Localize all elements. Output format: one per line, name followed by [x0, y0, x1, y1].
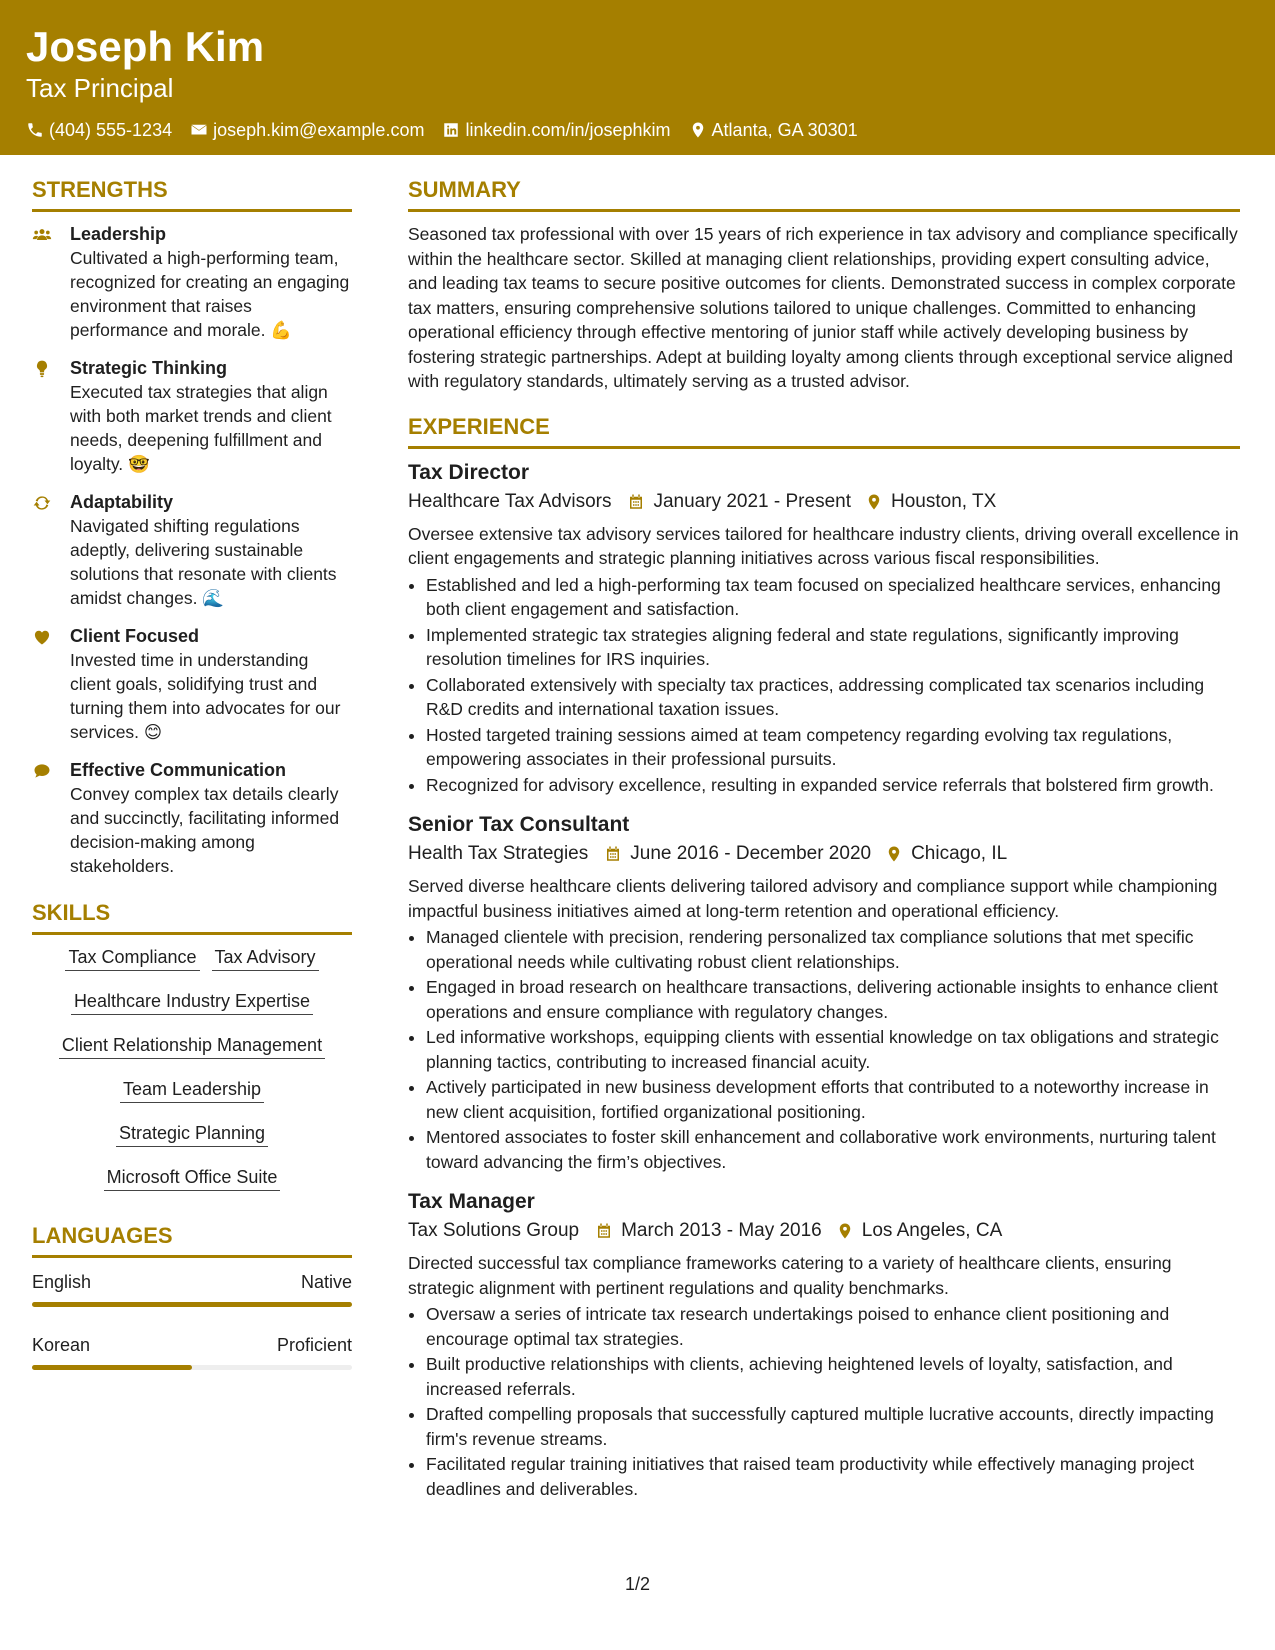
job-bullet: • Recognized for advisory excellence, resulting in expanded service referrals that bolstered firm growth. — [426, 773, 1240, 798]
job-bullet: • Led informative workshops, equipping clients with essential knowledge on tax obligations and strategic planning tactics, contributing to increased financial acuity. — [426, 1025, 1240, 1074]
language-item — [32, 1270, 352, 1307]
skill-tag: Strategic Planning — [116, 1121, 268, 1147]
skills-heading: SKILLS — [32, 898, 352, 935]
job-bullet: • Managed clientele with precision, rendering personalized tax compliance solutions that met specific operational needs while cultivating robust client relationships. — [426, 925, 1240, 974]
job-dates: January 2021 - Present — [653, 490, 851, 512]
phone-text: (404) 555-1234 — [49, 120, 173, 140]
job-description: Oversee extensive tax advisory services tailored for healthcare industry clients, driving overall excellence in client engagements and strategic planning initiatives across various fiscal responsibilities. — [408, 523, 1239, 568]
job-bullets — [408, 573, 1240, 798]
strength-item — [32, 356, 352, 476]
strength-desc: Convey complex tax details clearly and succinctly, facilitating informed decision-making among stakeholders. — [70, 784, 340, 876]
job-title: Tax Manager — [408, 1190, 535, 1213]
job-description: Served diverse healthcare clients delivering tailored advisory and compliance support while championing impactful business initiatives aimed at long-term retention and operational efficiency. — [408, 876, 1218, 921]
job-bullets — [408, 925, 1240, 1174]
job-entry — [408, 811, 1240, 1174]
right-column — [408, 175, 1240, 1515]
job-meta — [408, 840, 1240, 868]
strength-item — [32, 490, 352, 610]
language-level: Proficient — [276, 1335, 352, 1355]
job-bullet: • Oversaw a series of intricate tax research undertakings poised to enhance client positioning and encourage optimal tax strategies. — [426, 1302, 1240, 1351]
language-bar-fill — [32, 1365, 192, 1370]
job-title: Senior Tax Consultant — [408, 813, 630, 836]
skill-tag: Tax Compliance — [65, 945, 199, 971]
job-bullets — [408, 1302, 1240, 1501]
map-marker-icon — [689, 121, 707, 139]
strength-title: Adaptability — [70, 492, 174, 512]
job-bullet: • Mentored associates to foster skill enhancement and collaborative work environments, nurturing talent toward advancing the firm’s objectives. — [426, 1125, 1240, 1174]
calendar-icon — [595, 1222, 613, 1240]
strength-desc: Navigated shifting regulations adeptly, delivering sustainable solutions that resonate with clients amidst changes. 🌊 — [70, 516, 337, 608]
phone-icon — [26, 121, 44, 139]
job-bullet: • Actively participated in new business development efforts that contributed to a noteworthy increase in new client acquisition, fortified organizational positioning. — [426, 1075, 1240, 1124]
strength-desc: Executed tax strategies that align with both market trends and client needs, deepening fulfillment and loyalty. 🤓 — [70, 382, 332, 474]
job-description: Directed successful tax compliance frameworks catering to a variety of healthcare clients, ensuring strategic alignment with pertinent regulations and quality benchmarks. — [408, 1253, 1172, 1298]
experience-list — [408, 459, 1240, 1502]
envelope-icon — [190, 121, 208, 139]
contact-linkedin[interactable] — [442, 118, 670, 142]
job-company: Health Tax Strategies — [408, 843, 589, 864]
job-meta — [408, 1217, 1240, 1245]
heart-icon — [32, 627, 52, 647]
job-meta — [408, 488, 1240, 516]
job-dates: June 2016 - December 2020 — [630, 843, 872, 864]
job-bullet: • Hosted targeted training sessions aimed at team competency regarding evolving tax regulations, empowering associates in their professional pursuits. — [426, 723, 1240, 772]
job-location: Chicago, IL — [911, 843, 1008, 864]
strength-item — [32, 624, 352, 744]
location-text: Atlanta, GA 30301 — [711, 120, 858, 140]
language-bar-fill — [32, 1302, 352, 1307]
skills-list — [32, 945, 352, 1191]
strength-item — [32, 758, 352, 878]
page-number: 1/2 — [624, 1574, 651, 1594]
strength-desc: Cultivated a high-performing team, recognized for creating an engaging environment that raises performance and morale. 💪 — [70, 248, 350, 340]
contact-email[interactable] — [190, 118, 424, 142]
strengths-heading: STRENGTHS — [32, 175, 352, 212]
users-icon — [32, 225, 52, 245]
language-name: Korean — [32, 1335, 91, 1355]
sync-icon — [32, 493, 52, 513]
language-name: English — [32, 1272, 92, 1292]
job-location: Houston, TX — [891, 490, 997, 512]
job-location: Los Angeles, CA — [861, 1220, 1003, 1241]
calendar-icon — [627, 493, 645, 511]
strengths-list — [32, 222, 352, 878]
map-marker-icon — [865, 493, 883, 511]
strength-desc: Invested time in understanding client goals, solidifying trust and turning them into advocates for our services. 😊 — [70, 650, 341, 742]
candidate-name: Joseph Kim — [26, 23, 265, 70]
languages-heading: LANGUAGES — [32, 1221, 352, 1258]
comment-icon — [32, 761, 52, 781]
candidate-title: Tax Principal — [26, 73, 174, 103]
summary-heading: SUMMARY — [408, 175, 1240, 212]
skill-tag: Healthcare Industry Expertise — [71, 989, 313, 1015]
contact-location — [689, 118, 858, 142]
left-column — [32, 175, 352, 1396]
strength-title: Effective Communication — [70, 760, 287, 780]
contact-phone[interactable] — [26, 118, 172, 142]
skill-tag: Tax Advisory — [212, 945, 319, 971]
strength-title: Strategic Thinking — [70, 358, 228, 378]
map-marker-icon — [836, 1222, 854, 1240]
skill-tag: Microsoft Office Suite — [104, 1165, 281, 1191]
job-dates: March 2013 - May 2016 — [621, 1220, 822, 1241]
job-company: Tax Solutions Group — [408, 1220, 580, 1241]
language-bar — [32, 1365, 352, 1370]
job-bullet: • Collaborated extensively with specialty tax practices, addressing complicated tax scenarios including R&D credits and international taxation issues. — [426, 673, 1240, 722]
job-bullet: • Established and led a high-performing tax team focused on specialized healthcare services, enhancing both client engagement and satisfaction. — [426, 573, 1240, 622]
lightbulb-icon — [32, 359, 52, 379]
language-item — [32, 1333, 352, 1370]
linkedin-icon — [442, 121, 460, 139]
contact-bar — [26, 118, 1249, 142]
job-bullet: • Built productive relationships with clients, achieving heightened levels of loyalty, satisfaction, and increased referrals. — [426, 1352, 1240, 1401]
strength-title: Client Focused — [70, 626, 200, 646]
strength-title: Leadership — [70, 224, 167, 244]
job-title: Tax Director — [408, 460, 529, 484]
email-text: joseph.kim@example.com — [213, 120, 425, 140]
skill-tag: Client Relationship Management — [59, 1033, 325, 1059]
experience-heading: EXPERIENCE — [408, 412, 1240, 449]
job-company: Healthcare Tax Advisors — [408, 490, 612, 512]
summary-text: Seasoned tax professional with over 15 years of rich experience in tax advisory and compliance specifically within the healthcare sector. Skilled at managing client relationships, providing expert consulting advice, and leading tax teams to secure positive outcomes for clients. Demonstrated success in complex corporate tax matters, ensuring comprehensive solutions tailored to unique challenges. Committed to enhancing operational efficiency through effective mentoring of junior staff while actively developing business by fostering strategic partnerships. Adept at building loyalty among clients through exceptional service aligned with regulatory standards, ultimately serving as a trusted advisor. — [408, 224, 1238, 391]
strength-item — [32, 222, 352, 342]
language-level: Native — [300, 1272, 352, 1292]
resume-header — [0, 0, 1275, 155]
linkedin-text: linkedin.com/in/josephkim — [465, 120, 671, 140]
job-bullet: • Drafted compelling proposals that successfully captured multiple lucrative accounts, directly impacting firm's revenue streams. — [426, 1402, 1240, 1451]
language-bar — [32, 1302, 352, 1307]
job-bullet: • Engaged in broad research on healthcare transactions, delivering actionable insights to enhance client operations and ensure compliance with regulatory changes. — [426, 975, 1240, 1024]
job-bullet: • Facilitated regular training initiatives that raised team productivity while effectively managing project deadlines and deliverables. — [426, 1452, 1240, 1501]
job-entry — [408, 459, 1240, 798]
map-marker-icon — [885, 845, 903, 863]
job-bullet: • Implemented strategic tax strategies aligning federal and state regulations, significantly improving resolution timelines for IRS inquiries. — [426, 623, 1240, 672]
job-entry — [408, 1188, 1240, 1501]
skill-tag: Team Leadership — [120, 1077, 264, 1103]
calendar-icon — [604, 845, 622, 863]
